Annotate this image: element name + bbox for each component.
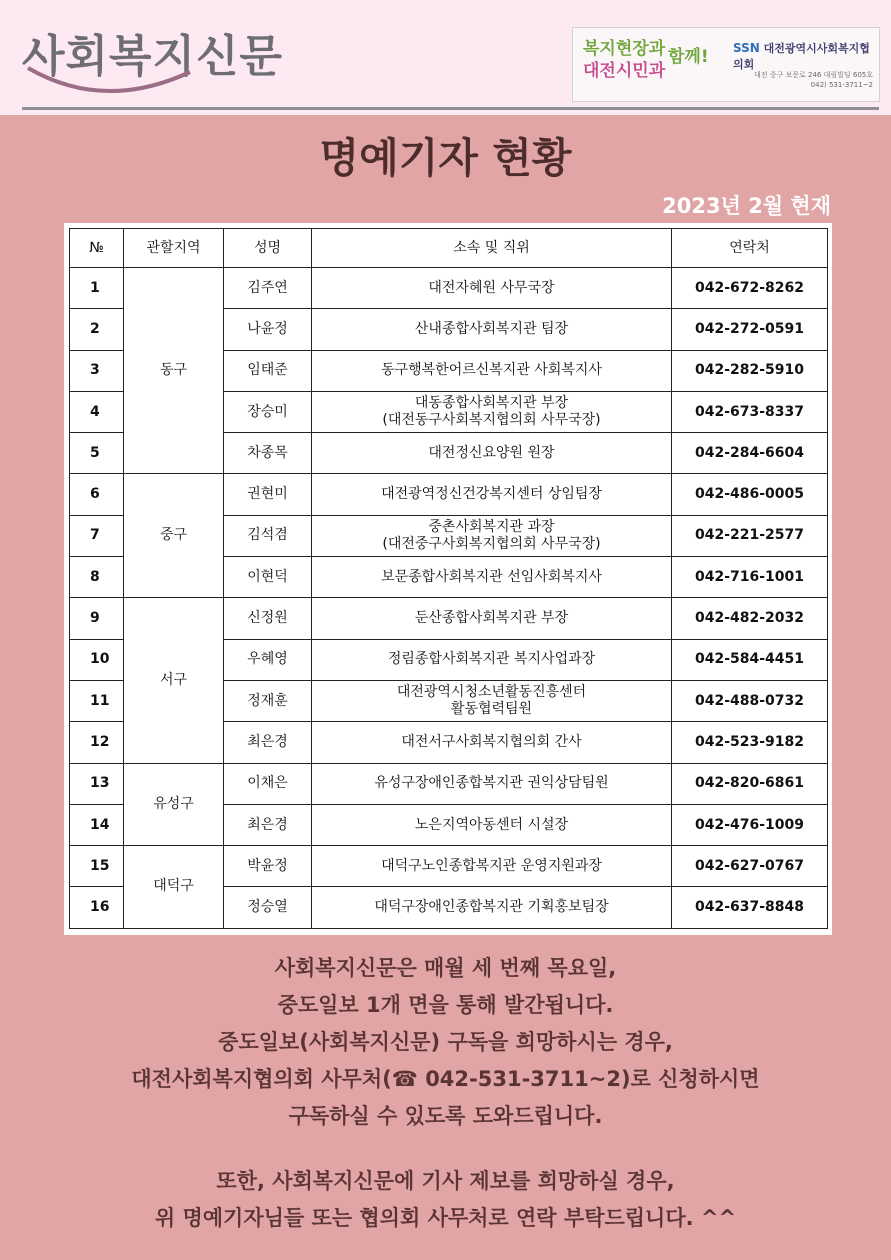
affiliation-cell xyxy=(312,515,672,556)
row-number: 10 xyxy=(70,639,124,680)
footer-line: 위 명예기자님들 또는 협의회 사무처로 연락 부탁드립니다. ^^ xyxy=(154,1206,737,1230)
affiliation-cell xyxy=(312,474,672,515)
slogan-line-3: 함께! xyxy=(668,47,709,67)
footer-line: 중도일보(사회복지신문) 구독을 희망하시는 경우, xyxy=(218,1030,673,1054)
slogan-line-2: 대전시민과 xyxy=(583,61,666,81)
reporter-name: 박윤정 xyxy=(224,846,312,887)
row-number: 1 xyxy=(70,268,124,309)
council-address: 대전 중구 보문로 246 대림빌딩 605호 xyxy=(754,71,873,79)
affiliation-cell xyxy=(312,639,672,680)
phone-number: 042-221-2577 xyxy=(672,515,828,556)
table-row xyxy=(70,846,828,887)
col-header-no: № xyxy=(70,229,124,268)
affiliation-line: 대전정신요양원 원장 xyxy=(428,444,555,461)
col-header-region: 관할지역 xyxy=(124,229,224,268)
reporter-name: 최은경 xyxy=(224,804,312,845)
affiliation-line: 동구행복한어르신복지관 사회복지사 xyxy=(381,362,602,379)
region-cell: 서구 xyxy=(124,598,224,763)
reporter-name: 김석겸 xyxy=(224,515,312,556)
phone-number: 042-488-0732 xyxy=(672,680,828,721)
reporter-name: 임태준 xyxy=(224,350,312,391)
affiliation-line: 대전광역시청소년활동진흥센터 xyxy=(396,684,587,701)
row-number: 16 xyxy=(70,887,124,928)
phone-number: 042-476-1009 xyxy=(672,804,828,845)
ssn-label: SSN xyxy=(733,41,760,55)
reporter-name: 정승열 xyxy=(224,887,312,928)
affiliation-line: 산내종합사회복지관 팀장 xyxy=(414,320,569,337)
reporter-name: 최은경 xyxy=(224,722,312,763)
reporter-name: 김주연 xyxy=(224,268,312,309)
affiliation-cell xyxy=(312,309,672,350)
affiliation-cell xyxy=(312,763,672,804)
council-name xyxy=(733,40,878,72)
phone-number: 042-284-6604 xyxy=(672,433,828,474)
affiliation-line: 대전자혜원 사무국장 xyxy=(428,279,555,296)
reporter-name: 이채은 xyxy=(224,763,312,804)
affiliation-cell xyxy=(312,557,672,598)
council-phone: 042) 531-3711~2 xyxy=(810,81,873,89)
region-cell: 중구 xyxy=(124,474,224,598)
page-title: 명예기자 현황 xyxy=(319,134,572,182)
tip-notice xyxy=(0,1163,891,1237)
council-badge xyxy=(572,27,880,102)
newspaper-logo: 사회복지신문 xyxy=(22,31,284,82)
page-header xyxy=(0,0,891,115)
phone-number: 042-672-8262 xyxy=(672,268,828,309)
phone-number: 042-523-9182 xyxy=(672,722,828,763)
reporter-name: 이현덕 xyxy=(224,557,312,598)
affiliation-line: 노은지역아동센터 시설장 xyxy=(414,816,569,833)
row-number: 6 xyxy=(70,474,124,515)
region-cell: 동구 xyxy=(124,268,224,474)
col-header-contact: 연락처 xyxy=(672,229,828,268)
table-row xyxy=(70,268,828,309)
phone-number: 042-637-8848 xyxy=(672,887,828,928)
row-number: 5 xyxy=(70,433,124,474)
footer-notice xyxy=(0,950,891,1237)
table-row xyxy=(70,598,828,639)
phone-number: 042-584-4451 xyxy=(672,639,828,680)
reporter-name: 차종목 xyxy=(224,433,312,474)
slogan-line-1: 복지현장과 xyxy=(583,39,666,59)
row-number: 14 xyxy=(70,804,124,845)
row-number: 12 xyxy=(70,722,124,763)
table-body xyxy=(70,268,828,929)
affiliation-line: 대전서구사회복지협의회 간사 xyxy=(401,733,582,750)
reporter-name: 나윤정 xyxy=(224,309,312,350)
council-name-label: 대전광역시사회복지협의회 xyxy=(733,42,870,71)
phone-number: 042-627-0767 xyxy=(672,846,828,887)
affiliation-line-2: (대전동구사회복지협의회 사무국장) xyxy=(382,412,601,429)
affiliation-cell xyxy=(312,846,672,887)
table-row xyxy=(70,474,828,515)
row-number: 8 xyxy=(70,557,124,598)
footer-line: 사회복지신문은 매월 세 번째 목요일, xyxy=(274,956,617,980)
row-number: 7 xyxy=(70,515,124,556)
footer-line: 또한, 사회복지신문에 기사 제보를 희망하실 경우, xyxy=(216,1169,675,1193)
row-number: 4 xyxy=(70,391,124,432)
affiliation-line-2: 활동협력팀원 xyxy=(450,701,533,718)
affiliation-line: 정림종합사회복지관 복지사업과장 xyxy=(387,651,596,668)
affiliation-line: 중촌사회복지관 과장 xyxy=(428,518,555,535)
row-number: 2 xyxy=(70,309,124,350)
row-number: 15 xyxy=(70,846,124,887)
col-header-affiliation: 소속 및 직위 xyxy=(312,229,672,268)
reporter-name: 정재훈 xyxy=(224,680,312,721)
reporter-name: 권현미 xyxy=(224,474,312,515)
row-number: 9 xyxy=(70,598,124,639)
footer-line: 중도일보 1개 면을 통해 발간됩니다. xyxy=(277,993,614,1017)
affiliation-cell xyxy=(312,680,672,721)
row-number: 13 xyxy=(70,763,124,804)
logo-swoosh-icon xyxy=(24,62,194,102)
table-row xyxy=(70,763,828,804)
affiliation-line: 대동종합사회복지관 부장 xyxy=(414,395,569,412)
affiliation-line: 유성구장애인종합복지관 권익상담팀원 xyxy=(374,775,609,792)
reporter-name: 신정원 xyxy=(224,598,312,639)
affiliation-cell xyxy=(312,598,672,639)
affiliation-line: 대덕구장애인종합복지관 기획홍보팀장 xyxy=(374,899,609,916)
reporter-name: 장승미 xyxy=(224,391,312,432)
phone-number: 042-820-6861 xyxy=(672,763,828,804)
phone-number: 042-673-8337 xyxy=(672,391,828,432)
as-of-date: 2023년 2월 현재 xyxy=(662,194,831,218)
affiliation-line: 대전광역정신건강복지센터 상임팀장 xyxy=(381,486,602,503)
affiliation-line: 대덕구노인종합복지관 운영지원과장 xyxy=(381,857,602,874)
row-number: 3 xyxy=(70,350,124,391)
row-number: 11 xyxy=(70,680,124,721)
col-header-name: 성명 xyxy=(224,229,312,268)
affiliation-cell xyxy=(312,268,672,309)
reporter-name: 우혜영 xyxy=(224,639,312,680)
affiliation-cell xyxy=(312,391,672,432)
phone-number: 042-282-5910 xyxy=(672,350,828,391)
footer-line: 구독하실 수 있도록 도와드립니다. xyxy=(288,1104,603,1128)
phone-number: 042-716-1001 xyxy=(672,557,828,598)
reporters-table xyxy=(69,228,828,929)
affiliation-cell xyxy=(312,887,672,928)
region-cell: 대덕구 xyxy=(124,846,224,929)
affiliation-cell xyxy=(312,804,672,845)
phone-number: 042-482-2032 xyxy=(672,598,828,639)
footer-line: 대전사회복지협의회 사무처(☎ 042-531-3711~2)로 신청하시면 xyxy=(131,1067,760,1091)
subscription-notice xyxy=(0,950,891,1135)
header-divider xyxy=(22,107,879,110)
phone-number: 042-486-0005 xyxy=(672,474,828,515)
council-contact xyxy=(733,70,873,90)
affiliation-line: 보문종합사회복지관 선임사회복지사 xyxy=(381,568,602,585)
affiliation-cell xyxy=(312,433,672,474)
phone-number: 042-272-0591 xyxy=(672,309,828,350)
table-header-row xyxy=(70,229,828,268)
reporters-table-container xyxy=(64,223,832,935)
affiliation-line: 둔산종합사회복지관 부장 xyxy=(414,610,569,627)
affiliation-cell xyxy=(312,722,672,763)
affiliation-cell xyxy=(312,350,672,391)
affiliation-line-2: (대전중구사회복지협의회 사무국장) xyxy=(382,535,601,552)
region-cell: 유성구 xyxy=(124,763,224,846)
